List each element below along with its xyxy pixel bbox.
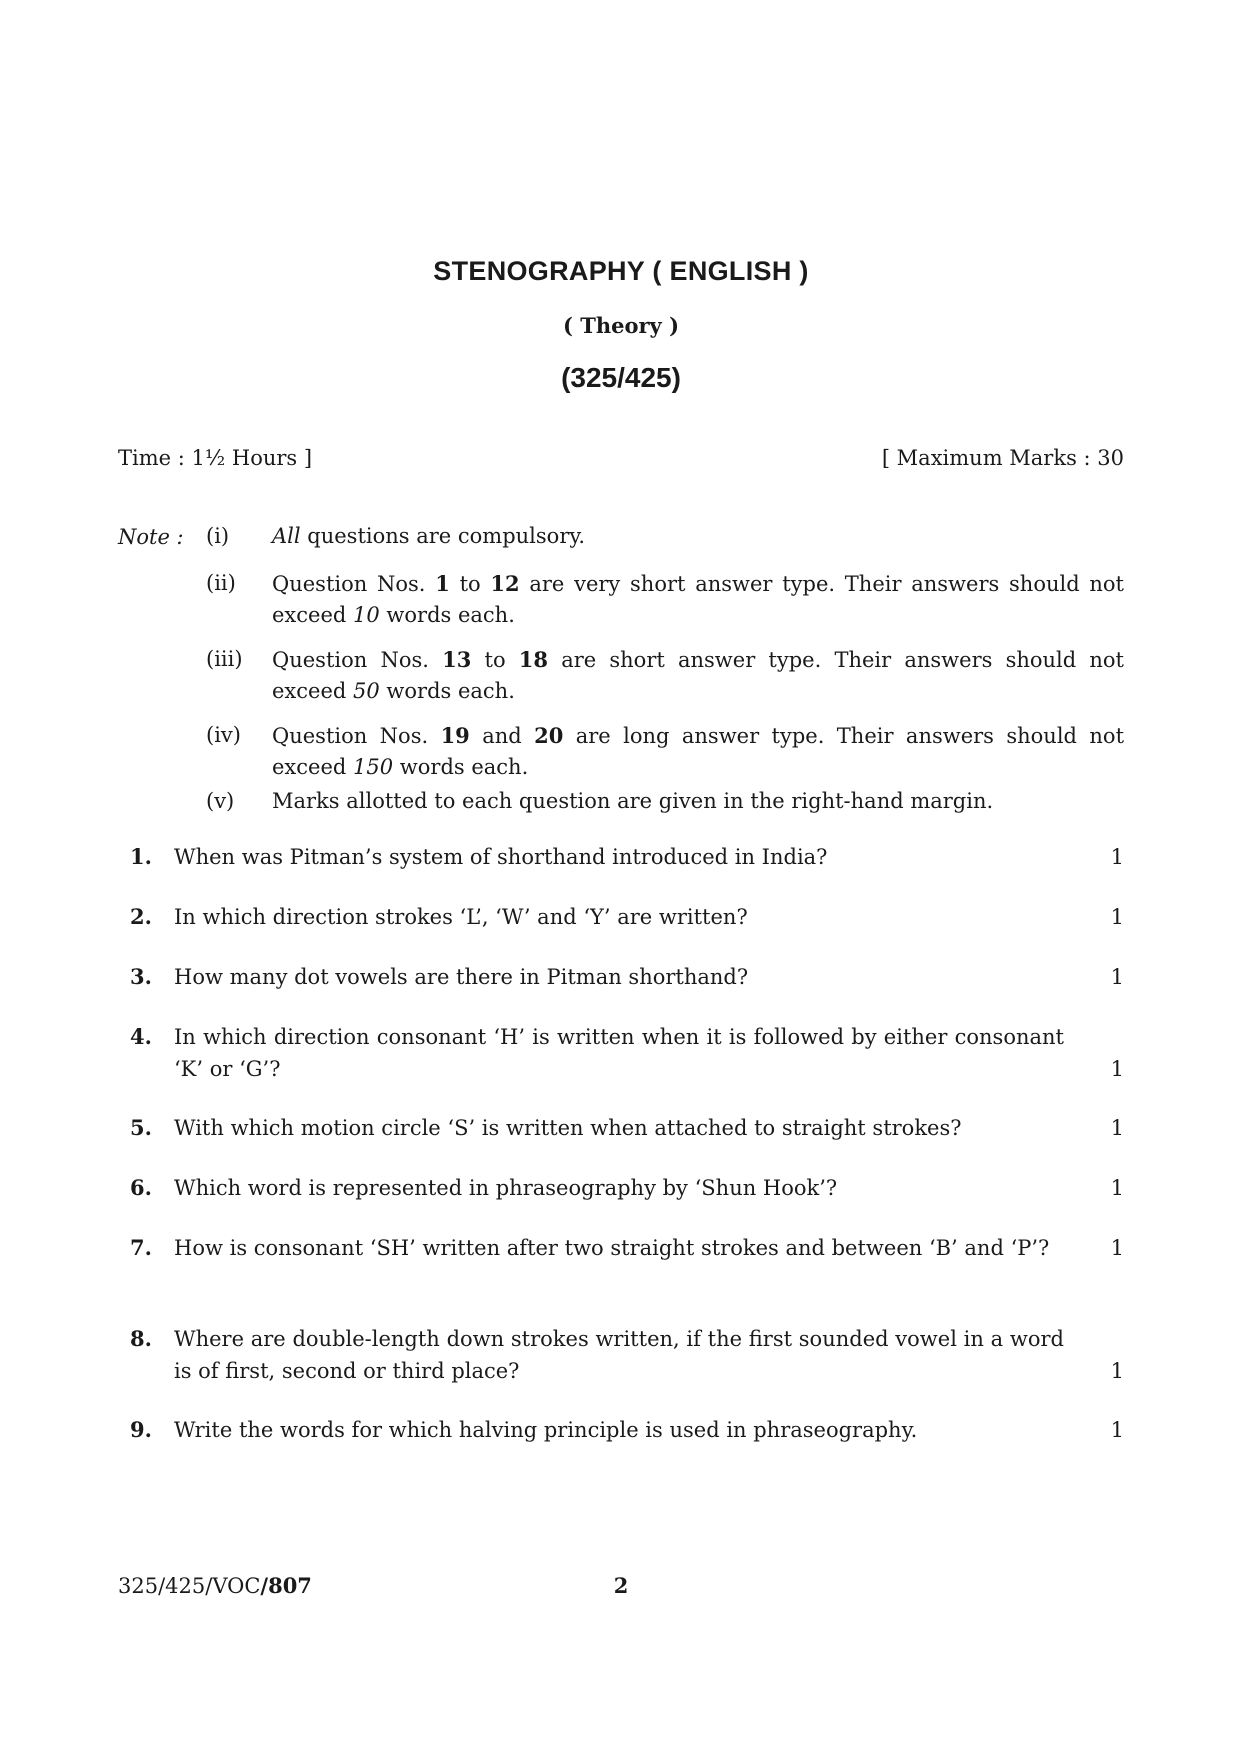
question-item bbox=[130, 901, 1124, 933]
note-text-fragment: Question Nos. bbox=[272, 648, 443, 672]
note-item-text bbox=[272, 521, 1124, 552]
question-text: With which motion circle ‘S’ is written when attached to straight strokes? bbox=[174, 1116, 962, 1140]
note-text-fragment: All bbox=[272, 524, 301, 548]
time-allowed: Time : 1½ Hours ] bbox=[118, 446, 313, 470]
note-text-fragment: Marks allotted to each question are given in the right-hand margin. bbox=[272, 789, 994, 813]
note-text-fragment: questions are compulsory. bbox=[300, 524, 586, 548]
question-marks: 1 bbox=[1110, 1176, 1124, 1200]
question-marks: 1 bbox=[1110, 1236, 1124, 1260]
note-item bbox=[206, 786, 1124, 817]
note-item-text bbox=[272, 644, 1124, 707]
note-text-fragment: 13 bbox=[442, 647, 472, 672]
note-text-fragment: 150 bbox=[353, 755, 394, 779]
footer-code-suffix: /807 bbox=[260, 1573, 312, 1598]
question-item bbox=[130, 961, 1124, 993]
note-text-fragment: words each. bbox=[379, 679, 515, 703]
question-item bbox=[130, 1323, 1124, 1387]
note-text-fragment: 50 bbox=[353, 679, 380, 703]
question-number: 3. bbox=[130, 964, 152, 989]
note-text-fragment: Question Nos. bbox=[272, 724, 441, 748]
note-item bbox=[206, 720, 1124, 783]
question-text: How is consonant ‘SH’ written after two straight strokes and between ‘B’ and ‘P’? bbox=[174, 1236, 1050, 1260]
question-marks: 1 bbox=[1110, 1359, 1124, 1383]
paper-subtitle: ( Theory ) bbox=[562, 313, 680, 338]
note-text-fragment: are very short answer type. Their answers should not exceed bbox=[272, 572, 1124, 627]
note-label: Note : bbox=[118, 525, 184, 549]
note-item bbox=[206, 568, 1124, 631]
note-text-fragment: words each. bbox=[393, 755, 529, 779]
question-text: How many dot vowels are there in Pitman shorthand? bbox=[174, 965, 749, 989]
note-text-fragment: and bbox=[469, 724, 535, 748]
note-text-fragment: 12 bbox=[490, 571, 520, 596]
question-number: 7. bbox=[130, 1235, 152, 1260]
note-text-fragment: words each. bbox=[379, 603, 515, 627]
note-text-fragment: are long answer type. Their answers should not exceed bbox=[272, 724, 1125, 779]
question-item bbox=[130, 1172, 1124, 1204]
note-text-fragment: 1 bbox=[435, 571, 450, 596]
note-text-fragment: 10 bbox=[353, 603, 380, 627]
note-text-fragment: 19 bbox=[440, 723, 470, 748]
maximum-marks: [ Maximum Marks : 30 bbox=[881, 446, 1124, 470]
question-text: Which word is represented in phraseography by ‘Shun Hook’? bbox=[174, 1176, 838, 1200]
note-item bbox=[206, 644, 1124, 707]
question-number: 4. bbox=[130, 1024, 152, 1049]
question-number: 6. bbox=[130, 1175, 152, 1200]
question-marks: 1 bbox=[1110, 845, 1124, 869]
question-text: Write the words for which halving principle is used in phraseography. bbox=[174, 1418, 918, 1442]
note-text-fragment: are short answer type. Their answers should not exceed bbox=[272, 648, 1124, 703]
note-text-fragment: to bbox=[471, 648, 519, 672]
paper-code: (325/425) bbox=[561, 362, 681, 393]
question-marks: 1 bbox=[1110, 965, 1124, 989]
page-number: 2 bbox=[613, 1573, 629, 1598]
note-item-number: (iv) bbox=[206, 723, 241, 747]
note-item-number: (iii) bbox=[206, 647, 243, 671]
note-item bbox=[206, 521, 1124, 552]
question-text: Where are double-length down strokes written, if the first sounded vowel in a word is of first, second or third place? bbox=[174, 1327, 1064, 1383]
note-text-fragment: to bbox=[449, 572, 491, 596]
note-text-fragment: 20 bbox=[534, 723, 564, 748]
question-item bbox=[130, 1232, 1124, 1264]
question-text: In which direction strokes ‘L’, ‘W’ and ‘Y’ are written? bbox=[174, 905, 748, 929]
note-item-number: (ii) bbox=[206, 571, 236, 595]
question-item bbox=[130, 1021, 1124, 1085]
question-text: When was Pitman’s system of shorthand introduced in India? bbox=[174, 845, 828, 869]
question-number: 2. bbox=[130, 904, 152, 929]
note-item-text bbox=[272, 568, 1124, 631]
note-text-fragment: Question Nos. bbox=[272, 572, 436, 596]
question-item bbox=[130, 1112, 1124, 1144]
note-item-text bbox=[272, 720, 1124, 783]
question-number: 8. bbox=[130, 1326, 152, 1351]
note-item-number: (i) bbox=[206, 524, 230, 548]
question-item bbox=[130, 841, 1124, 873]
question-marks: 1 bbox=[1110, 1057, 1124, 1081]
question-item bbox=[130, 1414, 1124, 1446]
note-item-number: (v) bbox=[206, 789, 235, 813]
note-item-text bbox=[272, 786, 1124, 817]
question-number: 5. bbox=[130, 1115, 152, 1140]
note-text-fragment: 18 bbox=[518, 647, 549, 672]
question-number: 1. bbox=[130, 844, 152, 869]
question-number: 9. bbox=[130, 1417, 152, 1442]
question-marks: 1 bbox=[1110, 1116, 1124, 1140]
question-marks: 1 bbox=[1110, 905, 1124, 929]
question-text: In which direction consonant ‘H’ is written when it is followed by either consonant ‘K’ or ‘G’? bbox=[174, 1025, 1064, 1081]
question-marks: 1 bbox=[1110, 1418, 1124, 1442]
paper-title: STENOGRAPHY ( ENGLISH ) bbox=[433, 256, 809, 286]
footer-code-prefix: 325/425/VOC bbox=[118, 1574, 261, 1598]
